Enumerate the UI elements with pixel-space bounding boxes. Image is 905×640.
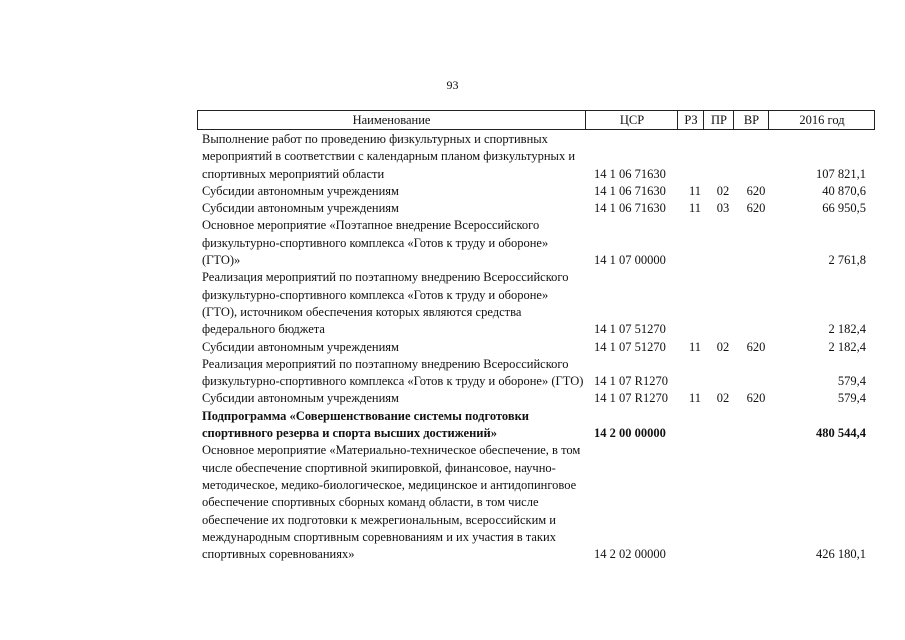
row-name: Субсидии автономным учреждениям (202, 183, 399, 198)
table-row (202, 442, 874, 563)
header-csr: ЦСР (585, 111, 678, 129)
row-name: Подпрограмма «Совершенствование системы подготовки спортивного резерва и спорта высших достижений» (202, 408, 529, 441)
row-csr: 14 1 07 51270 (594, 322, 666, 337)
row-csr: 14 1 07 R1270 (594, 391, 668, 406)
row-amount: 2 182,4 (828, 322, 866, 337)
row-amount: 2 182,4 (828, 339, 866, 354)
row-csr: 14 1 06 71630 (594, 183, 666, 198)
row-rz: 11 (688, 391, 702, 406)
header-year: 2016 год (768, 111, 875, 129)
table-body (202, 131, 874, 563)
row-amount: 40 870,6 (822, 183, 866, 198)
row-csr: 14 1 07 R1270 (594, 374, 668, 389)
row-name: Основное мероприятие «Поэтапное внедрение Всероссийского физкультурно-спортивного комплекса «Готов к труду и обороне» (ГТО)» (202, 218, 549, 268)
row-vr: 620 (746, 183, 766, 198)
table-row-subprogram (202, 408, 874, 443)
row-vr: 620 (746, 201, 766, 216)
row-csr: 14 1 06 71630 (594, 201, 666, 216)
header-pr: ПР (703, 111, 734, 129)
table-header (197, 110, 875, 130)
table-row (202, 390, 874, 407)
row-name: Реализация мероприятий по поэтапному внедрению Всероссийского физкультурно-спортивного комплекса «Готов к труду и обороне» (ГТО), источником обеспечения которых являются средства федерального бюджета (202, 270, 569, 337)
row-rz: 11 (688, 201, 702, 216)
row-rz: 11 (688, 339, 702, 354)
row-amount: 426 180,1 (816, 547, 866, 562)
row-name: Основное мероприятие «Материально-техническое обеспечение, в том числе обеспечение спортивной экипировкой, финансовое, научно-методическое, медико-биологическое, медицинское и антидопинговое обеспечение спортивных сборных команд области, в том числе обеспечение их подготовки к межрегиональным, всероссийским и международным спортивным соревнованиям и их участия в таких спортивных соревнованиях» (202, 443, 581, 562)
table-row (202, 131, 874, 183)
table-row (202, 183, 874, 200)
table-row (202, 269, 874, 338)
row-amount: 480 544,4 (816, 426, 866, 441)
table-row (202, 356, 874, 391)
row-amount: 579,4 (837, 391, 866, 406)
header-rz: РЗ (677, 111, 704, 129)
row-csr: 14 1 06 71630 (594, 166, 666, 181)
row-amount: 579,4 (837, 374, 866, 389)
row-name: Субсидии автономным учреждениям (202, 391, 399, 406)
row-csr: 14 2 02 00000 (594, 547, 666, 562)
row-pr: 03 (716, 201, 730, 216)
row-rz: 11 (688, 183, 702, 198)
row-name: Реализация мероприятий по поэтапному внедрению Всероссийского физкультурно-спортивного комплекса «Готов к труду и обороне» (ГТО) (202, 356, 584, 389)
row-name: Выполнение работ по проведению физкультурных и спортивных мероприятий в соответствии с календарным планом физкультурных и спортивных мероприятий области (202, 132, 576, 181)
table-row (202, 217, 874, 269)
row-vr: 620 (746, 339, 766, 354)
row-csr: 14 1 07 51270 (594, 339, 666, 354)
row-amount: 2 761,8 (828, 253, 866, 268)
header-name: Наименование (352, 113, 431, 127)
row-pr: 02 (716, 391, 730, 406)
header-vr: ВР (733, 111, 769, 129)
row-amount: 107 821,1 (816, 166, 866, 181)
row-name: Субсидии автономным учреждениям (202, 201, 399, 216)
row-vr: 620 (746, 391, 766, 406)
page-number: 93 (446, 78, 459, 92)
table-row (202, 200, 874, 217)
row-pr: 02 (716, 339, 730, 354)
row-csr: 14 2 00 00000 (594, 426, 666, 441)
row-pr: 02 (716, 183, 730, 198)
row-amount: 66 950,5 (822, 201, 866, 216)
row-csr: 14 1 07 00000 (594, 253, 666, 268)
table-row (202, 339, 874, 356)
row-name: Субсидии автономным учреждениям (202, 339, 399, 354)
